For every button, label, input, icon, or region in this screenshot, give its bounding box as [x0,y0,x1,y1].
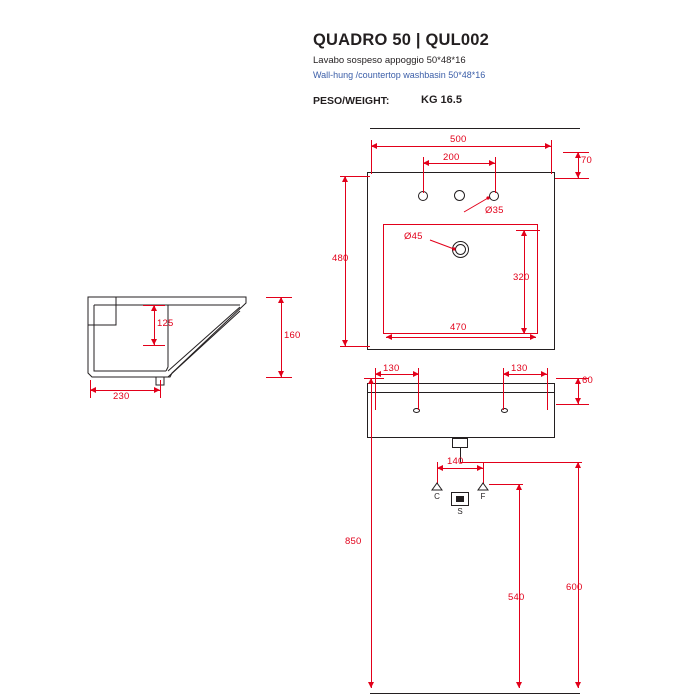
side-dim-230-ext-right [160,380,161,398]
top-dim-470-line [386,337,536,338]
top-dim-200-label: 200 [443,152,460,163]
waste-dia-label: Ø45 [404,231,423,242]
side-dim-160-ext-bottom [266,377,292,378]
marker-cold-label: C [434,492,440,501]
marker-cold-water [430,482,444,504]
top-dim-500-line [371,146,551,147]
front-dim-130-left-ext-b [418,368,419,410]
front-dim-600-ext-top [460,462,582,463]
front-dim-850-arrow-down [368,682,374,688]
marker-hot-water [476,482,490,504]
front-dim-850-label: 850 [345,536,362,547]
weight-value: KG 16.5 [421,94,462,106]
front-dim-140-ext-right [483,462,484,484]
top-dim-470-arrow-left [386,334,392,340]
side-dim-125-ext-top [143,305,165,306]
top-dim-320-ext-top [516,230,540,231]
front-dim-140-label: 140 [447,456,464,467]
front-dim-130-right-label: 130 [511,363,528,374]
top-dim-470-arrow-right [530,334,536,340]
front-dim-600-line [578,462,579,688]
front-dim-850-line [371,378,372,688]
top-dim-470-label: 470 [450,322,467,333]
front-dim-130-right-ext-b [547,368,548,410]
top-dim-70-label: 70 [581,155,592,166]
top-dim-200-line [423,163,495,164]
side-dim-125-ext-bottom [143,345,165,346]
front-dim-540-ext-top [489,484,523,485]
marker-hot-label: F [480,492,486,501]
side-dim-125-label: 125 [157,318,174,329]
page-title: QUADRO 50 | QUL002 [313,31,490,49]
front-dim-600-label: 600 [566,582,583,593]
marker-waste-label: S [457,507,463,516]
side-dim-160-ext-top [266,297,292,298]
top-dim-480-ext-bottom [340,346,370,347]
front-dim-850-ext-top [364,378,384,379]
front-dim-540-line [519,484,520,688]
marker-waste [451,492,469,518]
waste-dia-leader [430,238,458,252]
side-dim-230-ext-left [90,380,91,398]
top-dim-480-label: 480 [332,253,349,264]
subtitle-english: Wall-hung /countertop washbasin 50*48*16 [313,70,486,80]
taphole-dia-label: Ø35 [485,205,504,216]
top-dim-70-ext-top [563,152,589,153]
front-dim-130-left-label: 130 [383,363,400,374]
side-dim-160-label: 160 [284,330,301,341]
side-section-view [80,285,280,405]
top-dim-320-label: 320 [513,272,530,283]
top-dim-500-ext-left [371,140,372,174]
top-dim-500-ext-right [551,140,552,174]
front-dim-60-label: 60 [582,375,593,386]
footer-rule [370,693,580,694]
front-dim-540-arrow-down [516,682,522,688]
top-dim-70-ext-bottom [555,178,589,179]
header-rule [370,128,580,129]
side-dim-160-line [281,297,282,377]
front-view-rim-line [367,392,555,393]
top-dim-200-ext-left [423,157,424,193]
front-waste-stub [452,438,468,448]
front-dim-130-right-ext-a [503,368,504,410]
front-dim-140-ext-left [437,462,438,484]
front-dim-60-ext-bottom [556,404,589,405]
weight-label: PESO/WEIGHT: [313,95,390,107]
front-dim-130-left-ext-a [375,368,376,410]
front-dim-540-label: 540 [508,592,525,603]
side-dim-230-label: 230 [113,391,130,402]
top-dim-500-label: 500 [450,134,467,145]
subtitle-italian: Lavabo sospeso appoggio 50*48*16 [313,55,466,66]
top-dim-320-arrow-down [521,328,527,334]
top-dim-200-ext-right [495,157,496,193]
front-dim-600-arrow-down [575,682,581,688]
top-dim-480-ext-top [340,176,370,177]
